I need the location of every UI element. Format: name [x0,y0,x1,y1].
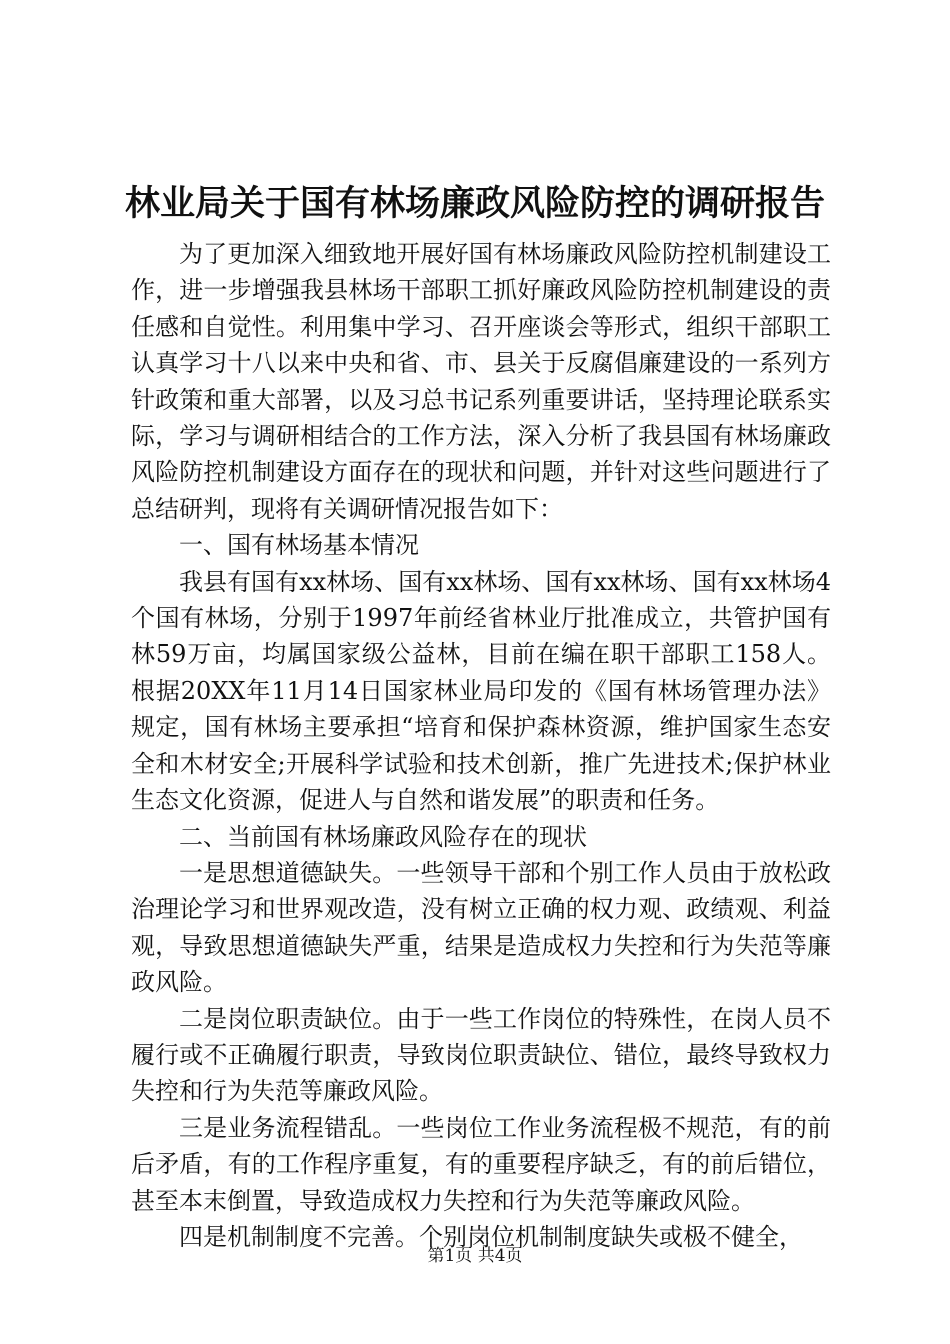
paragraph-point-1: 一是思想道德缺失。一些领导干部和个别工作人员由于放松政治理论学习和世界观改造，没有树立正确的权力观、政绩观、利益观，导致思想道德缺失严重，结果是造成权力失控和行为失范等廉政风险。 [131,858,831,997]
section-heading-1: 一、国有林场基本情况 [179,531,419,560]
paragraph-intro: 为了更加深入细致地开展好国有林场廉政风险防控机制建设工作，进一步增强我县林场干部职工抓好廉政风险防控机制建设的责任感和自觉性。利用集中学习、召开座谈会等形式，组织干部职工认真学习十八以来中央和省、市、县关于反腐倡廉建设的一系列方针政策和重大部署，以及习总书记系列重要讲话，坚持理论联系实际，学习与调研相结合的工作方法，深入分析了我县国有林场廉政风险防控机制建设方面存在的现状和问题，并针对这些问题进行了总结研判，现将有关调研情况报告如下： [131,240,831,523]
paragraph-point-3: 三是业务流程错乱。一些岗位工作业务流程极不规范，有的前后矛盾，有的工作程序重复，有的重要程序缺乏，有的前后错位，甚至本末倒置，导致造成权力失控和行为失范等廉政风险。 [131,1113,831,1215]
paragraph-basic-info: 我县有国有xx林场、国有xx林场、国有xx林场、国有xx林场4个国有林场，分别于1997年前经省林业厅批准成立，共管护国有林59万亩，均属国家级公益林，目前在编在职干部职工158人。根据20XX年11月14日国家林业局印发的《国有林场管理办法》规定，国有林场主要承担“培育和保护森林资源，维护国家生态安全和木材安全;开展科学试验和技术创新，推广先进技术;保护林业生态文化资源，促进人与自然和谐发展”的职责和任务。 [131,567,831,815]
paragraph-point-4: 四是机制制度不完善。个别岗位机制制度缺失或极不健全， [179,1222,803,1251]
document-body [131,236,831,1255]
paragraph-point-2: 二是岗位职责缺位。由于一些工作岗位的特殊性，在岗人员不履行或不正确履行职责，导致岗位职责缺位、错位，最终导致权力失控和行为失范等廉政风险。 [131,1004,831,1106]
page-number-footer: 第1页 共4页 [427,1246,523,1266]
document-title: 林业局关于国有林场廉政风险防控的调研报告 [124,183,825,224]
section-heading-2: 二、当前国有林场廉政风险存在的现状 [179,822,587,851]
